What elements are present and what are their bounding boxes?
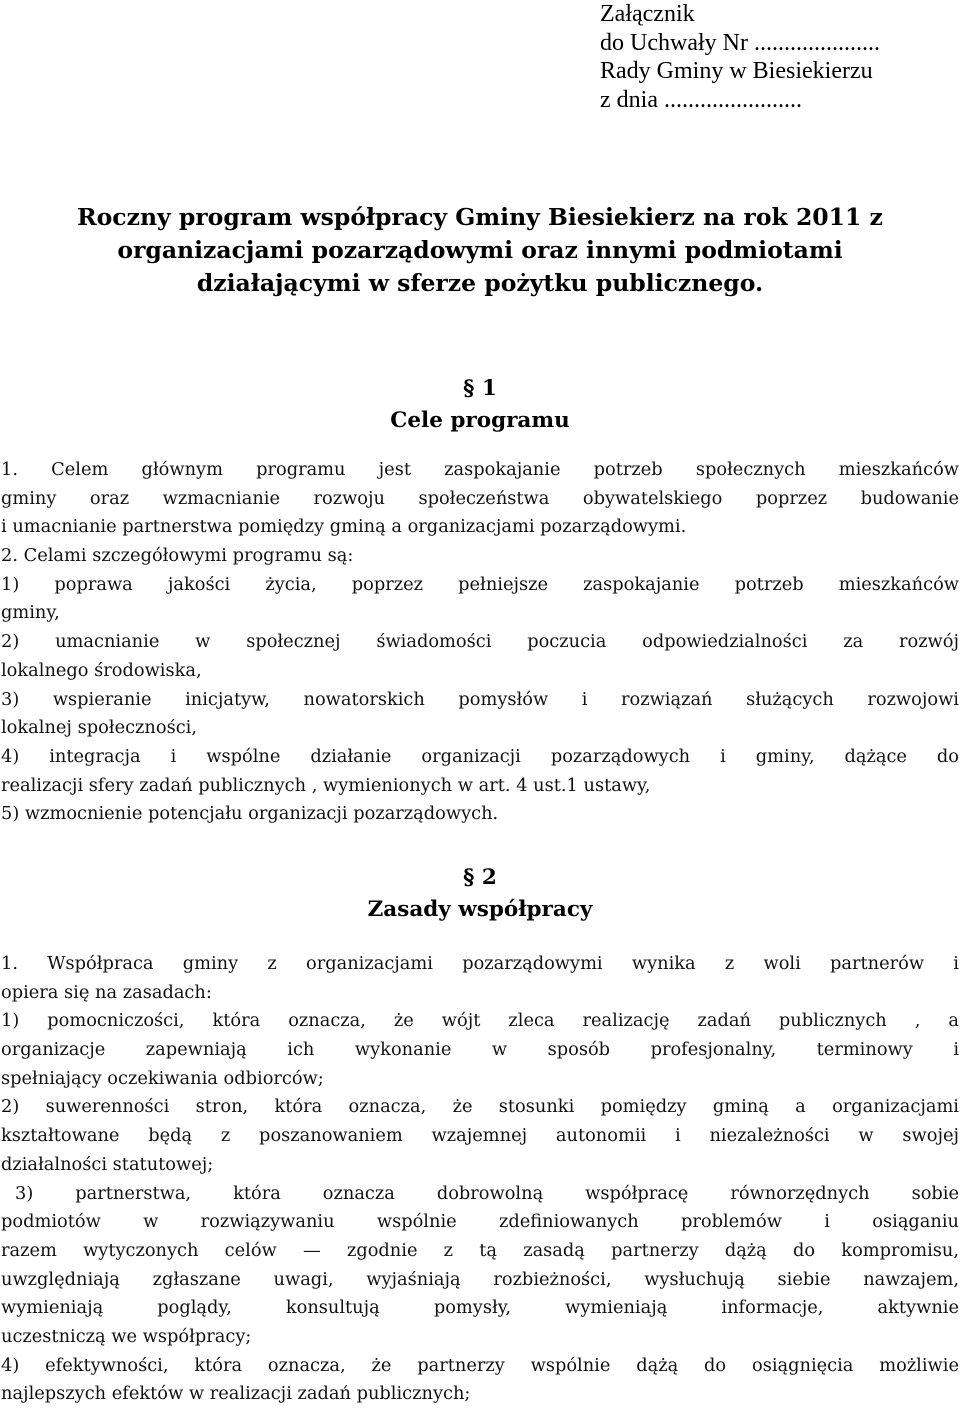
section-2-heading <box>0 862 960 926</box>
annex-line: z dnia ....................... <box>600 87 802 114</box>
paragraph-line: 4) efektywności, która oznacza, że partnerzy wspólnie dążą do osiągnięcia możliwie <box>1 1354 959 1376</box>
section-number: § 1 <box>463 376 497 401</box>
title-line: Roczny program współpracy Gminy Biesiekierz na rok 2011 z <box>77 203 883 231</box>
paragraph-line: spełniający oczekiwania odbiorców; <box>1 1067 324 1089</box>
paragraph-line: kształtowane będą z poszanowaniem wzajemnej autonomii i niezależności w swojej <box>1 1125 959 1147</box>
section-title: Cele programu <box>390 408 570 433</box>
section-1-body <box>1 456 959 829</box>
paragraph-line: 1) pomocniczości, która oznacza, że wójt zleca realizację zadań publicznych , a <box>1 1010 959 1032</box>
paragraph-line: najlepszych efektów w realizacji zadań publicznych; <box>1 1383 471 1405</box>
paragraph-line: lokalnego środowiska, <box>1 659 202 681</box>
paragraph-line: i umacnianie partnerstwa pomiędzy gminą a organizacjami pozarządowymi. <box>1 516 687 538</box>
annex-line: Rady Gminy w Biesiekierzu <box>600 58 873 85</box>
section-title: Zasady współpracy <box>367 897 593 922</box>
title-line: organizacjami pozarządowymi oraz innymi podmiotami <box>117 236 843 264</box>
paragraph-line: lokalnej społeczności, <box>1 717 198 739</box>
paragraph-line: gminy oraz wzmacnianie rozwoju społeczeństwa obywatelskiego poprzez budowanie <box>1 487 959 509</box>
document-title <box>0 201 960 300</box>
paragraph-line: uwzględniają zgłaszane uwagi, wyjaśniają rozbieżności, wysłuchują siebie nawzajem, <box>1 1268 959 1290</box>
section-number: § 2 <box>463 865 497 890</box>
annex-header <box>600 0 880 115</box>
paragraph-line: podmiotów w rozwiązywaniu wspólnie zdefiniowanych problemów i osiąganiu <box>1 1211 959 1233</box>
title-line: działającymi w sferze pożytku publicznego. <box>196 269 764 297</box>
section-2-body <box>1 950 959 1409</box>
paragraph-line: opiera się na zasadach: <box>1 981 212 1003</box>
annex-line: do Uchwały Nr ..................... <box>600 29 880 56</box>
paragraph-line: uczestniczą we współpracy; <box>1 1325 252 1347</box>
paragraph-line: 3) partnerstwa, która oznacza dobrowolną współpracę równorzędnych sobie <box>15 1182 959 1204</box>
paragraph-line: 1. Celem głównym programu jest zaspokajanie potrzeb społecznych mieszkańców <box>1 459 959 480</box>
paragraph-line: 4) integracja i wspólne działanie organizacji pozarządowych i gminy, dążące do <box>1 745 959 767</box>
paragraph-line: wymieniają poglądy, konsultują pomysły, wymieniają informacje, aktywnie <box>1 1297 959 1319</box>
paragraph-line: 2) suwerenności stron, która oznacza, że stosunki pomiędzy gminą a organizacjami <box>1 1096 959 1118</box>
paragraph-line: 1) poprawa jakości życia, poprzez pełniejsze zaspokajanie potrzeb mieszkańców <box>1 573 959 595</box>
paragraph-line: organizacje zapewniają ich wykonanie w sposób profesjonalny, terminowy i <box>1 1039 959 1061</box>
paragraph-line: gminy, <box>1 602 60 624</box>
paragraph-line: 2. Celami szczegółowymi programu są: <box>1 545 354 567</box>
paragraph-line: realizacji sfery zadań publicznych , wymienionych w art. 4 ust.1 ustawy, <box>1 774 651 796</box>
section-1-heading <box>0 373 960 437</box>
paragraph-line: 1. Współpraca gminy z organizacjami pozarządowymi wynika z woli partnerów i <box>1 953 959 974</box>
paragraph-line: 5) wzmocnienie potencjału organizacji pozarządowych. <box>1 803 499 825</box>
paragraph-line: działalności statutowej; <box>1 1153 214 1175</box>
paragraph-line: 3) wspieranie inicjatyw, nowatorskich pomysłów i rozwiązań służących rozwojowi <box>1 688 959 710</box>
paragraph-line: 2) umacnianie w społecznej świadomości poczucia odpowiedzialności za rozwój <box>1 631 959 653</box>
annex-line: Załącznik <box>600 1 695 27</box>
paragraph-line: razem wytyczonych celów — zgodnie z tą zasadą partnerzy dążą do kompromisu, <box>1 1239 959 1261</box>
